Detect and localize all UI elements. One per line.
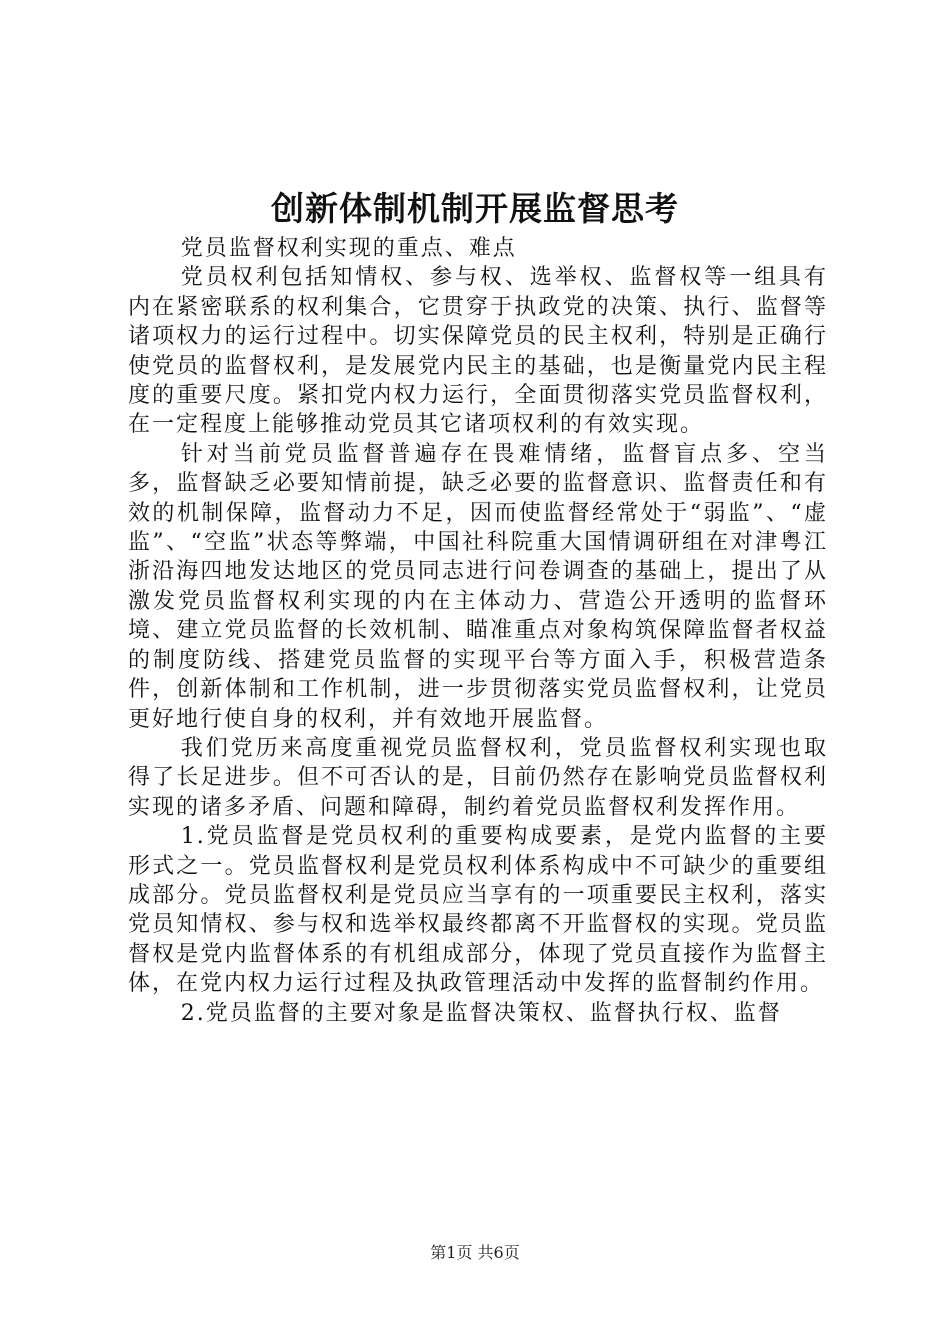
paragraph: 1.党员监督是党员权利的重要构成要素，是党内监督的主要形式之一。党员监督权利是党员权利体系构成中不可缺少的重要组成部分。党员监督权利是党员应当享有的一项重要民主权利，落实党员知情权、参与权和选举权最终都离不开监督权的实现。党员监督权是党内监督体系的有机组成部分，体现了党员直接作为监督主体，在党内权力运行过程及执政管理活动中发挥的监督制约作用。 — [128, 824, 828, 997]
document-title: 创新体制机制开展监督思考 — [271, 189, 679, 228]
paragraph: 我们党历来高度重视党员监督权利，党员监督权利实现也取得了长足进步。但不可否认的是，目前仍然存在影响党员监督权利实现的诸多矛盾、问题和障碍，制约着党员监督权利发挥作用。 — [128, 735, 828, 820]
section-heading: 党员监督权利实现的重点、难点 — [180, 236, 517, 261]
document-body — [128, 234, 828, 1028]
page-number-footer: 第1页 共6页 — [430, 1243, 520, 1262]
paragraph: 2.党员监督的主要对象是监督决策权、监督执行权、监督 — [180, 1000, 782, 1026]
paragraph: 针对当前党员监督普遍存在畏难情绪，监督盲点多、空当多，监督缺乏必要知情前提，缺乏必要的监督意识、监督责任和有效的机制保障，监督动力不足，因而使监督经常处于“弱监”、“虚监”、“空监”状态等弊端，中国社科院重大国情调研组在对津粤江浙沿海四地发达地区的党员同志进行问卷调查的基础上，提出了从激发党员监督权利实现的内在主体动力、营造公开透明的监督环境、建立党员监督的长效机制、瞄准重点对象构筑保障监督者权益的制度防线、搭建党员监督的实现平台等方面入手，积极营造条件，创新体制和工作机制，进一步贯彻落实党员监督权利，让党员更好地行使自身的权利，并有效地开展监督。 — [128, 441, 828, 732]
paragraph: 党员权利包括知情权、参与权、选举权、监督权等一组具有内在紧密联系的权利集合，它贯穿于执政党的决策、执行、监督等诸项权力的运行过程中。切实保障党员的民主权利，特别是正确行使党员的监督权利，是发展党内民主的基础，也是衡量党内民主程度的重要尺度。紧扣党内权力运行，全面贯彻落实党员监督权利，在一定程度上能够推动党员其它诸项权利的有效实现。 — [128, 265, 828, 438]
